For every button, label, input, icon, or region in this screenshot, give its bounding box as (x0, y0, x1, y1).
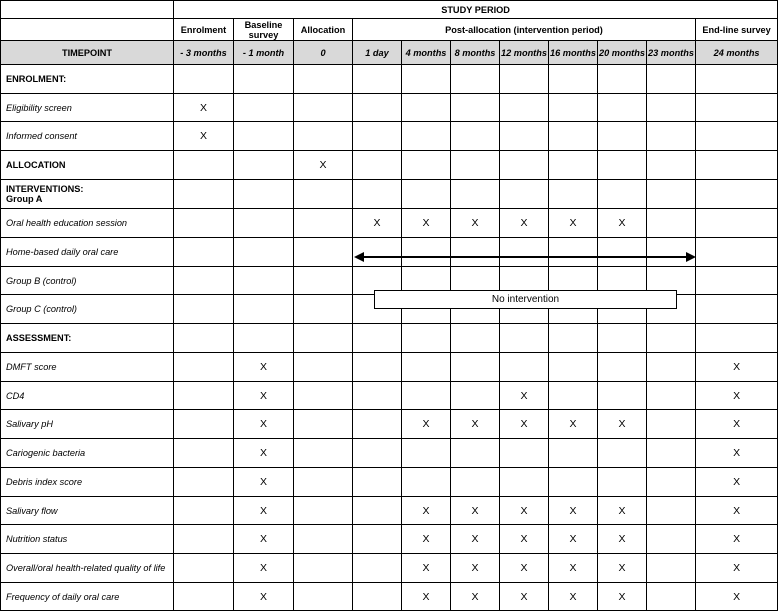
mark: X (402, 583, 451, 611)
table-row (1, 410, 778, 439)
mark: X (598, 583, 647, 611)
row-label: Nutrition status (1, 525, 174, 554)
mark: X (598, 497, 647, 525)
group-a-heading: Group A (6, 194, 43, 204)
timepoint-cell: 0 (294, 41, 353, 65)
no-intervention-box (374, 290, 677, 309)
mark: X (234, 554, 294, 583)
mark: X (451, 497, 500, 525)
timepoint-cell: 8 months (451, 41, 500, 65)
table-row (1, 468, 778, 497)
row-label: Oral health education session (1, 209, 174, 238)
mark: X (696, 554, 778, 583)
mark: X (234, 410, 294, 439)
mark: X (549, 583, 598, 611)
mark: X (500, 410, 549, 439)
mark: X (451, 209, 500, 238)
table-row (1, 94, 778, 122)
section-interventions (1, 180, 174, 209)
mark: X (234, 439, 294, 468)
table-row (1, 324, 778, 353)
mark: X (402, 497, 451, 525)
mark: X (234, 353, 294, 382)
mark: X (451, 410, 500, 439)
mark: X (549, 525, 598, 554)
mark: X (402, 525, 451, 554)
timepoint-cell: - 3 months (174, 41, 234, 65)
mark: X (451, 554, 500, 583)
row-label: Informed consent (1, 122, 174, 151)
table-row (1, 151, 778, 180)
mark: X (402, 554, 451, 583)
enrolment-phase: Enrolment (174, 19, 234, 41)
row-label: Salivary pH (1, 410, 174, 439)
mark: X (451, 525, 500, 554)
mark: X (234, 497, 294, 525)
table-row (1, 238, 778, 267)
allocation-phase: Allocation (294, 19, 353, 41)
mark: X (549, 554, 598, 583)
row-label: Frequency of daily oral care (1, 583, 174, 611)
mark: X (696, 468, 778, 497)
table-row (1, 554, 778, 583)
interventions-heading: INTERVENTIONS: (6, 184, 84, 194)
row-label: Salivary flow (1, 497, 174, 525)
mark: X (402, 410, 451, 439)
mark: X (402, 209, 451, 238)
mark: X (549, 410, 598, 439)
study-period-heading: STUDY PERIOD (174, 1, 778, 19)
section-allocation: ALLOCATION (1, 151, 174, 180)
table-row (1, 497, 778, 525)
table-row (1, 122, 778, 151)
timepoint-cell: 12 months (500, 41, 549, 65)
table-row (1, 353, 778, 382)
mark: X (500, 525, 549, 554)
mark: X (451, 583, 500, 611)
mark: X (174, 122, 234, 151)
timepoint-cell: 24 months (696, 41, 778, 65)
row-label: Eligibility screen (1, 94, 174, 122)
table-row (1, 382, 778, 410)
mark: X (234, 382, 294, 410)
row-label: CD4 (1, 382, 174, 410)
table-row (1, 439, 778, 468)
mark: X (696, 353, 778, 382)
mark: X (598, 410, 647, 439)
section-assessment: ASSESSMENT: (1, 324, 174, 353)
timepoint-cell: 20 months (598, 41, 647, 65)
mark: X (696, 497, 778, 525)
timepoint-cell: 23 months (647, 41, 696, 65)
timepoint-cell: 16 months (549, 41, 598, 65)
mark: X (234, 525, 294, 554)
mark: X (696, 382, 778, 410)
mark: X (294, 151, 353, 180)
timepoint-cell: 1 day (353, 41, 402, 65)
row-label: Overall/oral health-related quality of life (1, 554, 174, 583)
mark: X (500, 209, 549, 238)
mark: X (234, 583, 294, 611)
section-enrolment: ENROLMENT: (1, 65, 174, 94)
mark: X (500, 497, 549, 525)
mark: X (696, 583, 778, 611)
timepoint-label: TIMEPOINT (1, 41, 174, 65)
header-row-study-period (1, 1, 778, 19)
mark: X (234, 468, 294, 497)
mark: X (174, 94, 234, 122)
row-label: Debris index score (1, 468, 174, 497)
row-label: Cariogenic bacteria (1, 439, 174, 468)
mark: X (500, 554, 549, 583)
timepoint-row (1, 41, 778, 65)
baseline-phase: Baseline survey (234, 19, 294, 41)
mark: X (696, 439, 778, 468)
blank-cell (1, 19, 174, 41)
table-row (1, 583, 778, 611)
timepoint-cell: - 1 month (234, 41, 294, 65)
post-allocation-phase: Post-allocation (intervention period) (353, 19, 696, 41)
table-row (1, 180, 778, 209)
table-row (1, 209, 778, 238)
row-label: Group B (control) (1, 267, 174, 295)
mark: X (500, 382, 549, 410)
mark: X (696, 410, 778, 439)
row-label: Home-based daily oral care (1, 238, 174, 267)
row-label: DMFT score (1, 353, 174, 382)
mark: X (549, 497, 598, 525)
header-row-phases (1, 19, 778, 41)
mark: X (549, 209, 598, 238)
table-row (1, 65, 778, 94)
no-intervention-label: No intervention (491, 294, 560, 305)
endline-phase: End-line survey (696, 19, 778, 41)
mark: X (598, 554, 647, 583)
mark: X (598, 525, 647, 554)
mark: X (353, 209, 402, 238)
corner-cell (1, 1, 174, 19)
mark: X (696, 525, 778, 554)
row-label: Group C (control) (1, 295, 174, 324)
table-row (1, 525, 778, 554)
mark: X (500, 583, 549, 611)
mark: X (598, 209, 647, 238)
timepoint-cell: 4 months (402, 41, 451, 65)
